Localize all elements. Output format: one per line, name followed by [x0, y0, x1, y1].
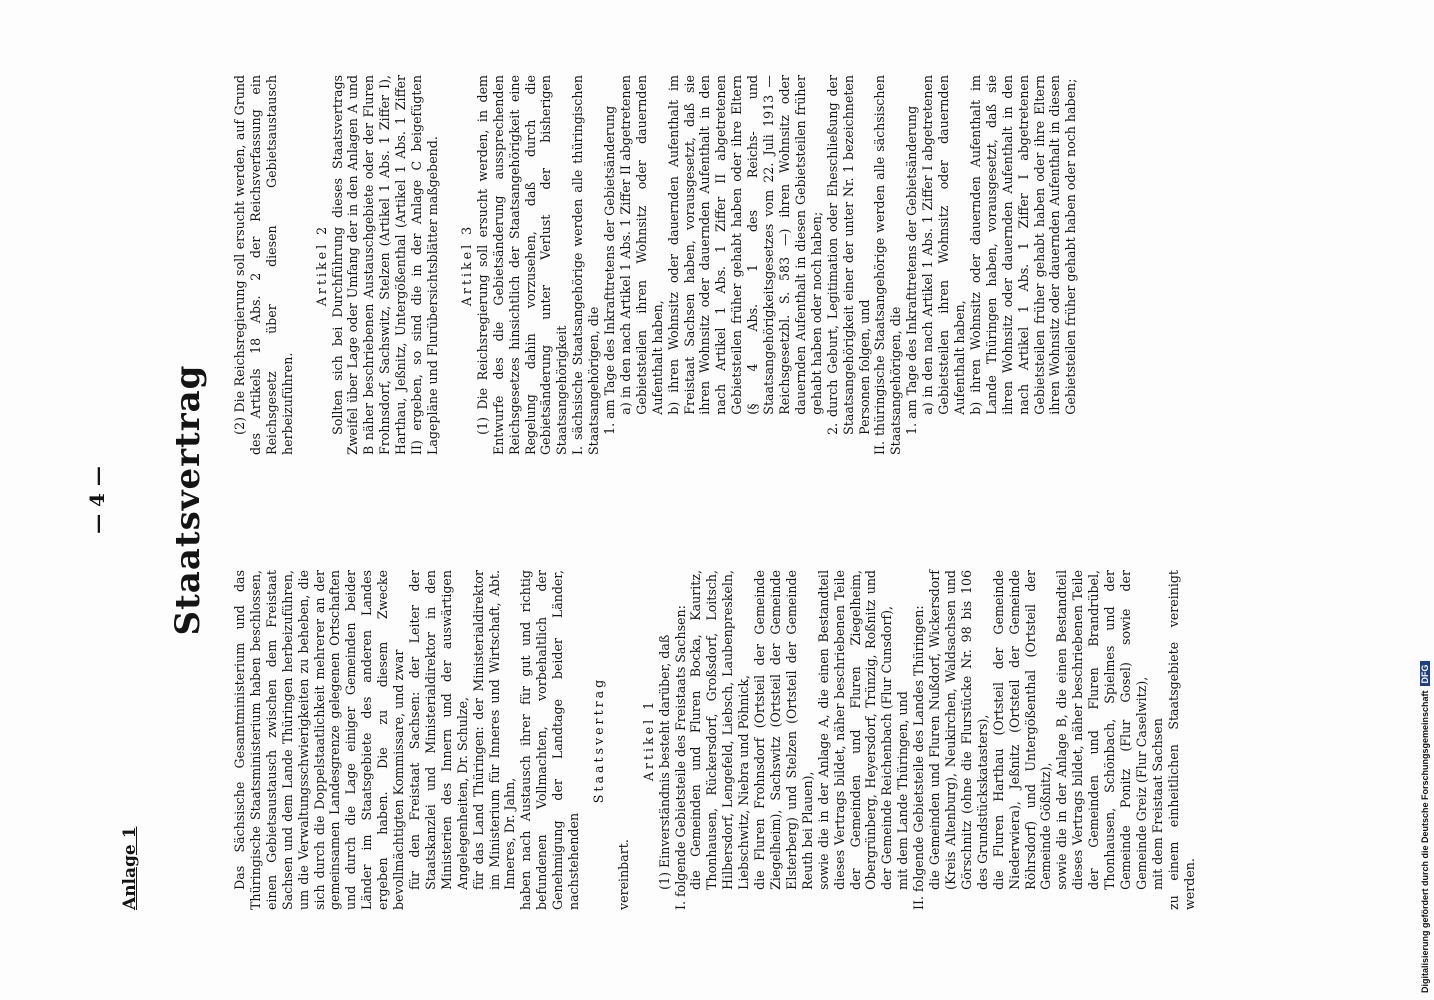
agreement-paragraph: haben nach Austausch ihrer für gut und richtig befundenen Vollmachten, vorbehaltlich der Genehmigung der Landtage beider Länder, nachstehenden: [518, 570, 582, 910]
article-3-para-1: (1) Die Reichsregierung soll ersucht werden, in dem Entwurfe des die Gebietsänderung aussprechenden Reichsgesetzes hinsichtlich der Staatsangehörigkeit eine Regelung dahin vorzusehen, daß durch die Gebietsänderung unter Verlust der bisherigen Staatsangehörigkeit: [474, 75, 570, 455]
section-ii-list-3: sowie die in der Anlage B, die einen Bestandteil dieses Vertrags bildet, näher beschriebenen Teile der Gemeinden und Fluren Brandrübel, Thonhausen, Schönbach, Spielmes und der Gemeinde Ponitz (Flur Gosel) sowie der Gemeinde Greiz (Flur Caselwitz),: [1054, 570, 1149, 890]
article-3-i-1-a: a) in den nach Artikel 1 Abs. 1 Ziffer II abgetretenen Gebietsteilen ihren Wohnsitz oder dauernden Aufenthalt haben,: [617, 75, 665, 415]
commissioner-thuringia: für das Land Thüringen: der Ministerialdirektor im Ministerium für Inneres und Wirtschaft, Abt. Inneres, Dr. Jahn,: [470, 570, 518, 890]
article-3-ii-1-b: b) ihren Wohnsitz oder dauernden Aufenthalt im Lande Thüringen haben, vorausgesetzt, daß sie ihren Wohnsitz oder dauernden Aufenthalt in den nach Artikel 1 Abs. 1 Ziffer I abgetretenen Gebietsteilen früher gehabt haben oder ihre Eltern ihren Wohnsitz oder dauernden Aufenthalt in diesen Gebietsteilen früher gehabt haben oder noch haben;: [967, 75, 1079, 415]
section-i-list-3: sowie die in der Anlage A, die einen Bestandteil dieses Vertrags bildet, näher beschriebenen Teile der Gemeinden und Fluren Ziegelheim, Obergrünberg, Heyersdorf, Trünzig, Roßnitz und der Gemeinde Reichenbach (Flur Cunsdorf),: [815, 570, 895, 890]
agreed-text: vereinbart.: [615, 839, 631, 910]
section-ii-list-1: die Gemeinden und Fluren Nußdorf, Wickersdorf (Kreis Altenburg), Neukirchen, Waldsachsen und Görschnitz (ohne die Flurstücke Nr. 98 bis 106 des Grundstückskatasters),: [927, 570, 990, 890]
funding-credit: Digitalisierung gefördert durch die Deutsche Forschungsgemeinschaft: [1420, 690, 1430, 993]
section-i-heading: I. folgende Gebietsteile des Freistaats Sachsen:: [672, 605, 688, 910]
article-1-para-2: (2) Die Reichsregierung soll ersucht werden, auf Grund des Artikels 18 Abs. 2 der Reichsverfassung ein Reichsgesetz über diesen Gebietsaustausch herbeizuführen.: [232, 75, 295, 455]
section-ii-heading: II. folgende Gebietsteile des Landes Thüringen:: [911, 605, 927, 910]
article-2-text: Sollten sich bei Durchführung dieses Staatsvertrags Zweifel über Lage oder Umfang der in den Anlagen A und B näher beschriebenen Austauschgebiete oder der Fluren Frohnsdorf, Sachswitz, Stelzen (Artikel 1 Abs. 1 Ziffer I), Harthau, Jeßnitz, Untergößenthal (Artikel 1 Abs. 1 Ziffer II) ergeben, so sind die in der Anlage C beigefügten Lagepläne und Flurübersichtsblätter maßgebend.: [329, 75, 440, 455]
commissioner-saxony: für den Freistaat Sachsen: der Leiter der Staatskanzlei und Ministerialdirektor in den Ministerien des Innern und der auswärtigen Angelegenheiten, Dr. Schulze,: [406, 570, 470, 890]
treaty-subheading: Staatsvertrag: [590, 676, 606, 804]
section-i-closing: mit dem Lande Thüringen, und: [895, 691, 911, 890]
section-i-list-2: die Fluren Frohnsdorf (Ortsteil der Gemeinde Ziegelheim), Sachswitz (Ortsteil der Gemeinde Elsterberg) und Stelzen (Ortsteil der Gemeinde Reuth bei Plauen),: [752, 570, 815, 890]
section-ii-list-2: die Fluren Harthau (Ortsteil der Gemeinde Niederwiera), Jeßnitz (Ortsteil der Gemeinde Röhrsdorf) und Untergößenthal (Ortsteil der Gemeinde Gößnitz),: [990, 570, 1054, 890]
sidebar-credit-strip: [1418, 8, 1432, 993]
article-3-ii-1-a: a) in den nach Artikel 1 Abs. 1 Ziffer I abgetretenen Gebietsteilen ihren Wohnsitz oder dauernden Aufenthalt haben,: [920, 75, 967, 415]
right-column: [232, 75, 1079, 455]
article-3-section-ii: II. thüringische Staatsangehörige werden alle sächsischen Staatsangehörigen, die: [872, 75, 904, 455]
article-1-heading: Artikel 1: [640, 698, 656, 782]
article-2-heading: Artikel 2: [313, 223, 329, 307]
section-i-list-1: die Gemeinden und Fluren Bocka, Kauritz, Thonhausen, Rückersdorf, Großsdorf, Loitsch, Hilbersdorf, Lengefeld, Liebsch, Laubenpreskeln, Liebschwitz, Niebra und Pöhnick,: [688, 570, 752, 890]
article-3-heading: Artikel 3: [458, 223, 474, 307]
article-3-i-1-b: b) ihren Wohnsitz oder dauernden Aufenthalt im Freistaat Sachsen haben, vorausgesetzt, daß sie ihren Wohnsitz oder dauernden Aufenthalt in den nach Artikel 1 Abs. 1 Ziffer II abgetretenen Gebietsteilen früher gehabt haben oder ihre Eltern (§ 4 Abs. 1 des Reichs- und Staatsangehörigkeitsgesetzes vom 22. Juli 1913 — Reichsgesetzbl. S. 583 —) ihren Wohnsitz oder dauernden Aufenthalt in diesen Gebietsteilen früher gehabt haben oder noch haben;: [665, 75, 824, 415]
preamble-paragraph: Das Sächsische Gesamtministerium und das Thüringische Staatsministerium haben beschlossen, einen Gebietsaustausch zwischen dem Freistaat Sachsen und dem Lande Thüringen herbeizuführen, um die Verwaltungsschwierigkeiten zu beheben, die sich durch die Doppelstaatlichkeit mehrerer an der gemeinsamen Landesgrenze gelegenen Ortschaften und durch die Lage einiger Gemeinden beider Länder im Staatsgebiete des anderen Landes ergeben haben. Die zu diesem Zwecke bevollmächtigten Kommissare, und zwar: [232, 570, 407, 910]
article-1-conclusion: zu einem einheitlichen Staatsgebiete vereinigt werden.: [1165, 570, 1197, 910]
article-3-section-i: I. sächsische Staatsangehörige werden alle thüringischen Staatsangehörigen, die: [570, 75, 602, 455]
article-3-i-1: 1. am Tage des Inkrafttretens der Gebietsänderung: [602, 105, 618, 435]
page-number: — 4 —: [85, 466, 109, 534]
left-column: [232, 570, 1197, 910]
document-title: Staatsvertrag: [168, 364, 208, 636]
appendix-label: Anlage 1: [120, 826, 140, 910]
article-3-i-2: 2. durch Geburt, Legitimation oder Eheschließung der Staatsangehörigkeit einer der unter Nr. 1 bezeichneten Personen folgen, und: [824, 75, 872, 435]
article-3-ii-1: 1. am Tage des Inkrafttretens der Gebietsänderung: [904, 105, 920, 435]
article-1-para-1: (1) Einverständnis besteht darüber, daß: [656, 634, 672, 890]
dfg-logo: DFG: [1420, 661, 1430, 686]
section-ii-closing: mit dem Freistaat Sachsen: [1149, 718, 1165, 890]
